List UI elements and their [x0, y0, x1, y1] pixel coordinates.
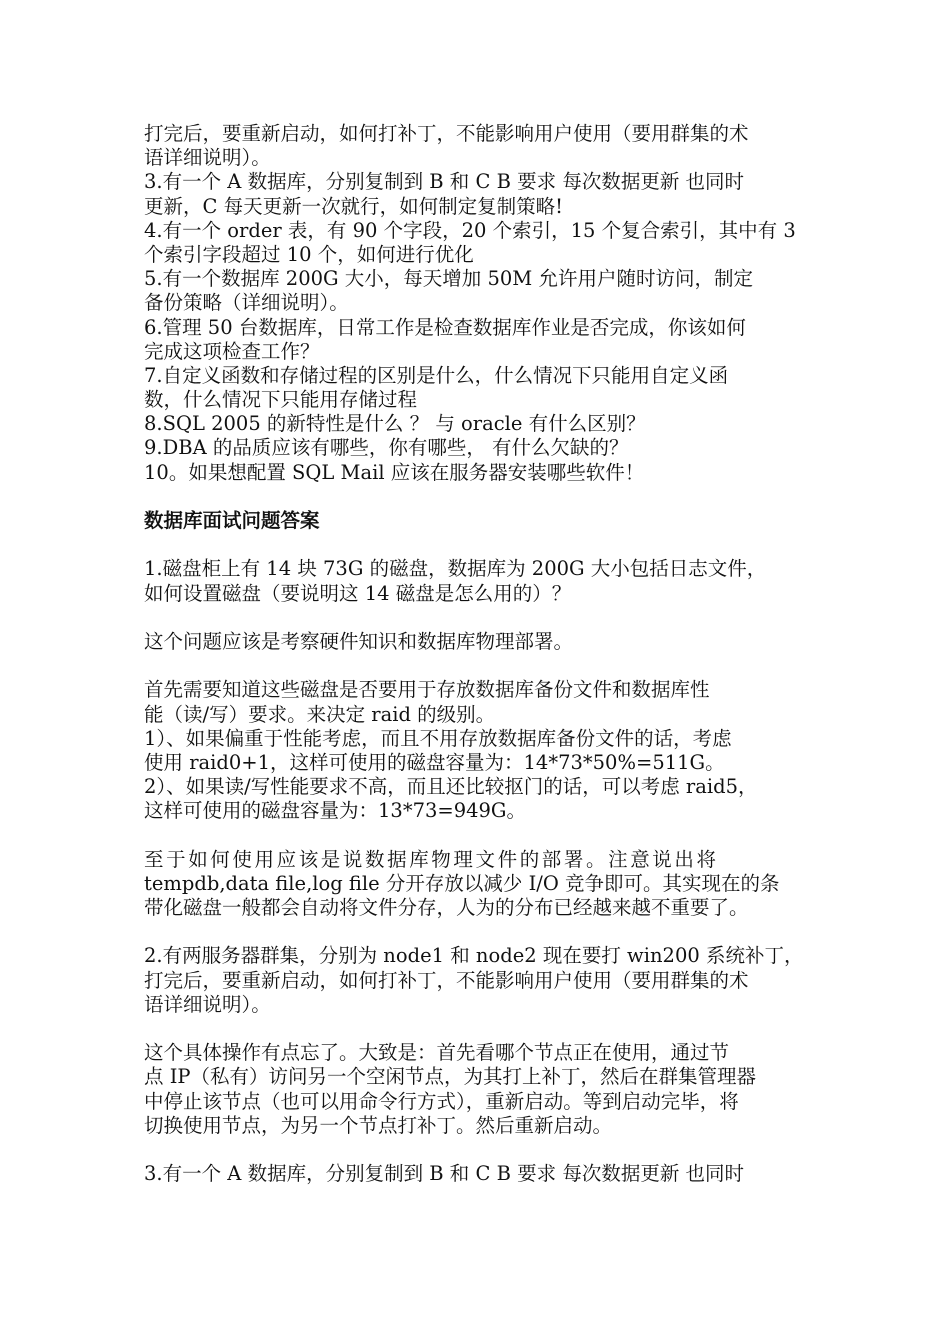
- answer-question-1: [144, 557, 824, 605]
- question-8-line: 8.SQL 2005 的新特性是什么 ？ 与 oracle 有什么区别？: [144, 412, 646, 436]
- text-line: 1）、如果偏重于性能考虑，而且不用存放数据库备份文件的话，考虑: [144, 726, 732, 750]
- text-line: 完成这项检查工作？: [144, 339, 320, 363]
- questions-continued: [144, 122, 824, 485]
- answer-1-body: [144, 678, 824, 823]
- text-line: tempdb,data file,log file 分开存放以减少 I/O 竞争即可。其实现在的条: [144, 871, 780, 895]
- text-line: 这个具体操作有点忘了。大致是：首先看哪个节点正在使用，通过节: [144, 1041, 730, 1065]
- text-line: 带化磁盘一般都会自动将文件分存，人为的分布已经越来越不重要了。: [144, 896, 749, 919]
- text-line: 数，什么情况下只能用存储过程: [144, 388, 418, 412]
- text-line: 点 IP（私有）访问另一个空闲节点，为其打上补丁，然后在群集管理器: [144, 1065, 757, 1089]
- question-10-line: 10。如果想配置 SQL Mail 应该在服务器安装哪些软件！: [144, 460, 645, 484]
- spacer: [144, 485, 824, 509]
- answer-1-usage: [144, 848, 824, 921]
- text-line: 首先需要知道这些磁盘是否要用于存放数据库备份文件和数据库性: [144, 678, 710, 702]
- question-2-line: 2.有两服务器群集，分别为 node1 和 node2 现在要打 win200 系统补丁，: [144, 944, 804, 968]
- text-line: 切换使用节点，为另一个节点打补丁。然后重新启动。: [144, 1113, 613, 1137]
- answer-question-3: [144, 1162, 824, 1186]
- text-line: 语详细说明）。: [144, 146, 271, 170]
- text-line: 中停止该节点（也可以用命令行方式），重新启动。等到启动完毕，将: [144, 1089, 739, 1113]
- section-heading: 数据库面试问题答案: [144, 509, 320, 532]
- text-line: 备份策略（详细说明）。: [144, 291, 349, 315]
- question-9-line: 9.DBA 的品质应该有哪些，你有哪些， 有什么欠缺的？: [144, 436, 629, 460]
- question-3-line: 3.有一个 A 数据库，分别复制到 B 和 C B 要求 每次数据更新 也同时: [144, 1162, 745, 1186]
- spacer: [144, 1138, 824, 1162]
- text-line: 语详细说明）。: [144, 992, 271, 1016]
- answer-2-body: [144, 1041, 824, 1138]
- spacer: [144, 823, 824, 847]
- text-line: 这样可使用的磁盘容量为：13*73=949G。: [144, 799, 527, 823]
- text-line: 如何设置磁盘（要说明这 14 磁盘是怎么用的）？: [144, 581, 572, 605]
- spacer: [144, 533, 824, 557]
- text-line: 更新，C 每天更新一次就行，如何制定复制策略!: [144, 194, 563, 218]
- document-page: [144, 122, 824, 1186]
- text-line: 使用 raid0+1，这样可使用的磁盘容量为：14*73*50%=511G。: [144, 750, 725, 774]
- answer-question-2: [144, 944, 824, 1017]
- spacer: [144, 1017, 824, 1041]
- question-3-line: 3.有一个 A 数据库，分别复制到 B 和 C B 要求 每次数据更新 也同时: [144, 170, 745, 194]
- spacer: [144, 606, 824, 630]
- text-line: 个索引字段超过 10 个，如何进行优化: [144, 242, 474, 266]
- question-4-line: 4.有一个 order 表，有 90 个字段，20 个索引，15 个复合索引，其中有 3: [144, 218, 796, 242]
- text-line: 打完后，要重新启动，如何打补丁，不能影响用户使用（要用群集的术: [144, 122, 749, 145]
- question-1-line: 1.磁盘柜上有 14 块 73G 的磁盘，数据库为 200G 大小包括日志文件，: [144, 557, 767, 581]
- question-6-line: 6.管理 50 台数据库，日常工作是检查数据库作业是否完成，你该如何: [144, 315, 746, 339]
- text-line: 打完后，要重新启动，如何打补丁，不能影响用户使用（要用群集的术: [144, 968, 749, 992]
- text-line: 2）、如果读/写性能要求不高，而且还比较抠门的话，可以考虑 raid5，: [144, 775, 758, 799]
- spacer: [144, 920, 824, 944]
- answer-1-intro: 这个问题应该是考察硬件知识和数据库物理部署。: [144, 629, 574, 653]
- text-line: 能（读/写）要求。来决定 raid 的级别。: [144, 702, 496, 726]
- text-line: 至于如何使用应该是说数据库物理文件的部署。注意说出将: [144, 847, 719, 871]
- question-5-line: 5.有一个数据库 200G 大小，每天增加 50M 允许用户随时访问，制定: [144, 267, 753, 291]
- spacer: [144, 654, 824, 678]
- question-7-line: 7.自定义函数和存储过程的区别是什么，什么情况下只能用自定义函: [144, 363, 729, 387]
